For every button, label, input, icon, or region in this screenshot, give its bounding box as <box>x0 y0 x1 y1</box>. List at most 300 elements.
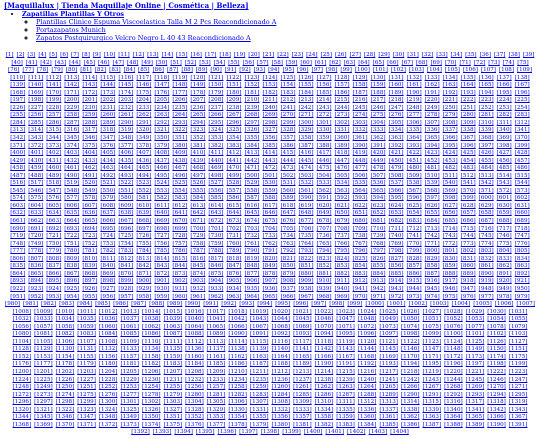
page-link-510[interactable]: [510] <box>424 172 440 179</box>
page-link-328[interactable]: [328] <box>280 127 296 134</box>
page-link-912[interactable]: [912] <box>352 278 368 285</box>
page-link-737[interactable]: [737] <box>334 233 350 240</box>
page-link-304[interactable]: [304] <box>370 119 386 126</box>
page-link-1018[interactable]: [1018] <box>228 308 247 315</box>
page-link-150[interactable]: [150] <box>208 82 224 89</box>
page-link-1337[interactable]: [1337] <box>379 406 398 413</box>
page-link-748[interactable]: [748] <box>10 240 26 247</box>
page-link-181[interactable]: [181] <box>244 89 260 96</box>
page-link-652[interactable]: [652] <box>370 210 386 217</box>
page-link-1243[interactable]: [1243] <box>422 376 442 383</box>
page-link-820[interactable]: [820] <box>262 255 278 262</box>
page-link-97[interactable]: [97] <box>311 67 323 74</box>
page-link-218[interactable]: [218] <box>388 97 404 104</box>
page-link-706[interactable]: [706] <box>298 225 314 232</box>
page-link-834[interactable]: [834] <box>514 255 530 262</box>
page-link-924[interactable]: [924] <box>46 285 62 292</box>
page-link-1014[interactable]: [1014] <box>142 308 161 315</box>
page-link-457[interactable]: [457] <box>514 157 530 164</box>
page-link-1378[interactable]: [1378] <box>228 421 247 428</box>
page-link-1355[interactable]: [1355] <box>249 414 269 421</box>
page-link-60[interactable]: [60] <box>300 59 312 66</box>
page-link-886[interactable]: [886] <box>406 270 422 277</box>
page-link-204[interactable]: [204] <box>136 97 152 104</box>
page-link-193[interactable]: [193] <box>460 89 476 96</box>
page-link-448[interactable]: [448] <box>352 157 368 164</box>
page-link-604[interactable]: [604] <box>28 202 44 209</box>
page-link-856[interactable]: [856] <box>388 263 404 270</box>
page-link-437[interactable]: [437] <box>154 157 170 164</box>
page-link-679[interactable]: [679] <box>334 218 350 225</box>
page-link-446[interactable]: [446] <box>316 157 332 164</box>
page-link-525[interactable]: [525] <box>172 180 188 187</box>
page-link-1350[interactable]: [1350] <box>142 414 161 421</box>
page-link-1253[interactable]: [1253] <box>120 384 140 391</box>
page-link-999[interactable]: [999] <box>347 301 363 308</box>
page-link-545[interactable]: [545] <box>10 187 26 194</box>
page-link-250[interactable]: [250] <box>442 104 458 111</box>
page-link-792[interactable]: [792] <box>280 248 296 255</box>
page-link-10[interactable]: [10] <box>103 52 116 58</box>
page-link-20[interactable]: [20] <box>248 52 260 58</box>
page-link-543[interactable]: [543] <box>496 180 512 187</box>
page-link-468[interactable]: [468] <box>190 165 206 172</box>
page-link-1276[interactable]: [1276] <box>98 391 118 398</box>
page-link-1327[interactable]: [1327] <box>163 406 183 413</box>
page-link-288[interactable]: [288] <box>82 119 98 126</box>
page-link-1248[interactable]: [1248] <box>12 384 32 391</box>
page-link-578[interactable]: [578] <box>82 195 98 202</box>
page-link-75[interactable]: [75] <box>517 59 529 66</box>
page-link-1209[interactable]: [1209] <box>206 368 226 375</box>
page-link-945[interactable]: [945] <box>424 285 440 292</box>
page-link-115[interactable]: [115] <box>100 74 116 81</box>
page-link-284[interactable]: [284] <box>10 119 26 126</box>
page-link-1078[interactable]: [1078] <box>487 323 506 330</box>
page-link-581[interactable]: [581] <box>136 195 152 202</box>
page-link-1201[interactable]: [1201] <box>34 368 53 375</box>
page-link-78[interactable]: [78] <box>36 67 49 74</box>
page-link-508[interactable]: [508] <box>388 172 404 179</box>
page-link-1321[interactable]: [1321] <box>34 406 53 413</box>
page-link-1286[interactable]: [1286] <box>314 391 334 398</box>
page-link-1054[interactable]: [1054] <box>487 316 506 323</box>
page-link-234[interactable]: [234] <box>154 104 170 111</box>
page-link-497[interactable]: [497] <box>190 172 206 179</box>
page-link-828[interactable]: [828] <box>406 255 422 262</box>
page-link-134[interactable]: [134] <box>442 74 458 81</box>
page-link-289[interactable]: [289] <box>100 119 116 126</box>
page-link-975[interactable]: [975] <box>442 293 458 300</box>
page-link-872[interactable]: [872] <box>154 270 170 277</box>
page-link-805[interactable]: [805] <box>514 248 530 255</box>
page-link-982[interactable]: [982] <box>41 301 57 308</box>
page-link-811[interactable]: [811] <box>100 255 116 262</box>
page-link-1008[interactable]: [1008] <box>12 308 32 315</box>
page-link-369[interactable]: [369] <box>496 135 512 142</box>
page-link-1156[interactable]: [1156] <box>98 353 118 360</box>
page-link-744[interactable]: [744] <box>460 233 476 240</box>
page-link-127[interactable]: [127] <box>316 74 332 81</box>
page-link-1308[interactable]: [1308] <box>271 399 291 406</box>
page-link-910[interactable]: [910] <box>316 278 332 285</box>
page-link-666[interactable]: [666] <box>100 218 116 225</box>
page-link-321[interactable]: [321] <box>154 127 170 134</box>
page-link-636[interactable]: [636] <box>82 210 98 217</box>
page-link-865[interactable]: [865] <box>28 270 44 277</box>
page-link-798[interactable]: [798] <box>388 248 404 255</box>
page-link-101[interactable]: [101] <box>372 67 388 74</box>
page-link-1269[interactable]: [1269] <box>465 384 485 391</box>
page-link-32[interactable]: [32] <box>421 52 434 58</box>
page-link-1127[interactable]: [1127] <box>508 338 528 345</box>
page-link-659[interactable]: [659] <box>496 210 512 217</box>
page-link-1035[interactable]: [1035] <box>77 316 96 323</box>
page-link-521[interactable]: [521] <box>100 180 116 187</box>
page-link-444[interactable]: [444] <box>280 157 296 164</box>
page-link-413[interactable]: [413] <box>244 150 260 157</box>
page-link-893[interactable]: [893] <box>10 278 26 285</box>
page-link-782[interactable]: [782] <box>100 248 116 255</box>
page-link-1261[interactable]: [1261] <box>293 384 312 391</box>
page-link-1137[interactable]: [1137] <box>206 346 226 353</box>
page-link-925[interactable]: [925] <box>64 285 80 292</box>
page-link-343[interactable]: [343] <box>28 135 44 142</box>
page-link-726[interactable]: [726] <box>136 233 152 240</box>
page-link-1029[interactable]: [1029] <box>465 308 485 315</box>
page-link-1058[interactable]: [1058] <box>55 323 75 330</box>
page-link-1114[interactable]: [1114] <box>228 338 247 345</box>
page-link-1083[interactable]: [1083] <box>77 331 96 338</box>
page-link-819[interactable]: [819] <box>244 255 260 262</box>
page-link-340[interactable]: [340] <box>496 127 512 134</box>
page-link-109[interactable]: [109] <box>516 67 533 74</box>
page-link-1063[interactable]: [1063] <box>163 323 183 330</box>
page-link-573[interactable]: [573] <box>514 187 530 194</box>
page-link-836[interactable]: [836] <box>28 263 44 270</box>
page-link-840[interactable]: [840] <box>100 263 116 270</box>
page-link-206[interactable]: [206] <box>172 97 188 104</box>
page-link-1280[interactable]: [1280] <box>185 391 204 398</box>
page-link-248[interactable]: [248] <box>406 104 422 111</box>
page-link-605[interactable]: [605] <box>46 202 62 209</box>
page-link-523[interactable]: [523] <box>136 180 152 187</box>
page-link-1020[interactable]: [1020] <box>271 308 291 315</box>
page-link-826[interactable]: [826] <box>370 255 386 262</box>
page-link-642[interactable]: [642] <box>190 210 206 217</box>
page-link-557[interactable]: [557] <box>226 187 242 194</box>
page-link-1111[interactable]: [1111] <box>163 338 183 345</box>
page-link-260[interactable]: [260] <box>100 112 116 119</box>
page-link-844[interactable]: [844] <box>172 263 188 270</box>
page-link-85[interactable]: [85] <box>138 67 150 74</box>
page-link-261[interactable]: [261] <box>118 112 134 119</box>
page-link-1205[interactable]: [1205] <box>120 368 140 375</box>
page-link-763[interactable]: [763] <box>280 240 296 247</box>
page-link-237[interactable]: [237] <box>208 104 224 111</box>
page-link-224[interactable]: [224] <box>496 97 512 104</box>
page-link-491[interactable]: [491] <box>82 172 98 179</box>
page-link-601[interactable]: [601] <box>496 195 512 202</box>
page-link-390[interactable]: [390] <box>352 142 368 149</box>
page-link-855[interactable]: [855] <box>370 263 386 270</box>
page-link-1123[interactable]: [1123] <box>422 338 442 345</box>
page-link-1043[interactable]: [1043] <box>249 316 269 323</box>
page-link-1249[interactable]: [1249] <box>34 384 53 391</box>
page-link-814[interactable]: [814] <box>154 255 170 262</box>
page-link-401[interactable]: [401] <box>28 150 44 157</box>
page-link-1080[interactable]: [1080] <box>12 331 32 338</box>
page-link-1116[interactable]: [1116] <box>271 338 291 345</box>
page-link-1070[interactable]: [1070] <box>314 323 334 330</box>
page-link-45[interactable]: [45] <box>83 59 96 66</box>
page-link-851[interactable]: [851] <box>298 263 314 270</box>
page-link-210[interactable]: [210] <box>244 97 260 104</box>
page-link-1304[interactable]: [1304] <box>185 399 204 406</box>
page-link-253[interactable]: [253] <box>496 104 512 111</box>
page-link-779[interactable]: [779] <box>46 248 62 255</box>
page-link-611[interactable]: [611] <box>154 202 170 209</box>
page-link-120[interactable]: [120] <box>190 74 206 81</box>
page-link-507[interactable]: [507] <box>370 172 386 179</box>
page-link-352[interactable]: [352] <box>190 135 206 142</box>
page-link-1031[interactable]: [1031] <box>508 308 528 315</box>
page-link-542[interactable]: [542] <box>478 180 494 187</box>
page-link-1400[interactable]: [1400] <box>303 429 323 436</box>
page-link-593[interactable]: [593] <box>352 195 368 202</box>
page-link-920[interactable]: [920] <box>496 278 512 285</box>
page-link-794[interactable]: [794] <box>316 248 332 255</box>
page-link-504[interactable]: [504] <box>316 172 332 179</box>
page-link-452[interactable]: [452] <box>424 157 440 164</box>
page-link-751[interactable]: [751] <box>64 240 80 247</box>
page-link-808[interactable]: [808] <box>46 255 62 262</box>
page-link-280[interactable]: [280] <box>460 112 476 119</box>
page-link-1105[interactable]: [1105] <box>34 338 53 345</box>
page-link-296[interactable]: [296] <box>226 119 242 126</box>
page-link-1039[interactable]: [1039] <box>163 316 183 323</box>
page-link-107[interactable]: [107] <box>480 67 496 74</box>
page-link-614[interactable]: [614] <box>208 202 224 209</box>
page-link-1196[interactable]: [1196] <box>444 361 463 368</box>
page-link-257[interactable]: [257] <box>46 112 62 119</box>
page-link-470[interactable]: [470] <box>226 165 242 172</box>
page-link-1144[interactable]: [1144] <box>357 346 377 353</box>
page-link-478[interactable]: [478] <box>370 165 386 172</box>
page-link-1185[interactable]: [1185] <box>206 361 226 368</box>
page-link-458[interactable]: [458] <box>10 165 26 172</box>
page-link-807[interactable]: [807] <box>28 255 44 262</box>
page-link-1356[interactable]: [1356] <box>271 414 291 421</box>
page-link-512[interactable]: [512] <box>460 172 476 179</box>
page-link-743[interactable]: [743] <box>442 233 458 240</box>
page-link-292[interactable]: [292] <box>154 119 170 126</box>
page-link-110[interactable]: [110] <box>10 74 26 81</box>
page-link-978[interactable]: [978] <box>496 293 512 300</box>
page-link-105[interactable]: [105] <box>444 67 460 74</box>
page-link-1302[interactable]: [1302] <box>142 399 161 406</box>
page-link-517[interactable]: [517] <box>28 180 44 187</box>
page-link-1095[interactable]: [1095] <box>336 331 355 338</box>
page-link-56[interactable]: [56] <box>242 59 255 66</box>
page-link-595[interactable]: [595] <box>388 195 404 202</box>
page-link-17[interactable]: [17] <box>204 52 217 58</box>
page-link-1034[interactable]: [1034] <box>55 316 75 323</box>
page-link-547[interactable]: [547] <box>46 187 62 194</box>
page-link-1113[interactable]: [1113] <box>206 338 226 345</box>
page-link-428[interactable]: [428] <box>514 150 530 157</box>
page-link-703[interactable]: [703] <box>244 225 260 232</box>
page-link-49[interactable]: [49] <box>141 59 153 66</box>
page-link-1359[interactable]: [1359] <box>336 414 355 421</box>
page-link-587[interactable]: [587] <box>244 195 260 202</box>
page-link-349[interactable]: [349] <box>136 135 152 142</box>
page-link-915[interactable]: [915] <box>406 278 422 285</box>
page-link-1053[interactable]: [1053] <box>465 316 485 323</box>
page-link-871[interactable]: [871] <box>136 270 152 277</box>
page-link-965[interactable]: [965] <box>262 293 278 300</box>
page-link-72[interactable]: [72] <box>473 59 486 66</box>
page-link-1184[interactable]: [1184] <box>185 361 204 368</box>
page-link-1146[interactable]: [1146] <box>400 346 420 353</box>
page-link-817[interactable]: [817] <box>208 255 224 262</box>
page-link-540[interactable]: [540] <box>442 180 458 187</box>
page-link-668[interactable]: [668] <box>136 218 152 225</box>
page-link-949[interactable]: [949] <box>496 285 512 292</box>
page-link-378[interactable]: [378] <box>136 142 152 149</box>
page-link-717[interactable]: [717] <box>496 225 512 232</box>
page-link-207[interactable]: [207] <box>190 97 206 104</box>
page-link-223[interactable]: [223] <box>478 97 494 104</box>
page-link-1345[interactable]: [1345] <box>34 414 53 421</box>
page-link-358[interactable]: [358] <box>298 135 314 142</box>
page-link-1009[interactable]: [1009] <box>34 308 53 315</box>
page-link-963[interactable]: [963] <box>226 293 242 300</box>
page-link-816[interactable]: [816] <box>190 255 206 262</box>
page-link-863[interactable]: [863] <box>514 263 530 270</box>
page-link-303[interactable]: [303] <box>352 119 368 126</box>
page-link-57[interactable]: [57] <box>257 59 269 66</box>
page-link-1326[interactable]: [1326] <box>142 406 161 413</box>
page-link-756[interactable]: [756] <box>154 240 170 247</box>
page-link-881[interactable]: [881] <box>316 270 332 277</box>
page-link-111[interactable]: [111] <box>28 74 44 81</box>
page-link-509[interactable]: [509] <box>406 172 422 179</box>
page-link-1332[interactable]: [1332] <box>271 406 291 413</box>
page-link-1131[interactable]: [1131] <box>77 346 96 353</box>
page-link-453[interactable]: [453] <box>442 157 458 164</box>
page-link-962[interactable]: [962] <box>208 293 224 300</box>
page-link-1301[interactable]: [1301] <box>120 399 140 406</box>
page-link-494[interactable]: [494] <box>136 172 152 179</box>
page-link-1252[interactable]: [1252] <box>98 384 118 391</box>
page-link-1203[interactable]: [1203] <box>77 368 96 375</box>
page-link-1262[interactable]: [1262] <box>314 384 334 391</box>
page-link-624[interactable]: [624] <box>388 202 404 209</box>
page-link-1040[interactable]: [1040] <box>185 316 204 323</box>
page-link-1028[interactable]: [1028] <box>444 308 463 315</box>
page-link-3[interactable]: [3] <box>27 52 36 58</box>
page-link-158[interactable]: [158] <box>352 82 368 89</box>
page-link-192[interactable]: [192] <box>442 89 458 96</box>
page-link-1017[interactable]: [1017] <box>206 308 226 315</box>
page-link-219[interactable]: [219] <box>406 97 422 104</box>
page-link-197[interactable]: [197] <box>10 97 26 104</box>
page-link-989[interactable]: [989] <box>167 301 183 308</box>
page-link-761[interactable]: [761] <box>244 240 260 247</box>
page-link-992[interactable]: [992] <box>221 301 237 308</box>
page-link-594[interactable]: [594] <box>370 195 386 202</box>
page-link-1236[interactable]: [1236] <box>271 376 291 383</box>
page-link-268[interactable]: [268] <box>244 112 260 119</box>
page-link-684[interactable]: [684] <box>424 218 440 225</box>
page-link-916[interactable]: [916] <box>424 278 440 285</box>
page-link-866[interactable]: [866] <box>46 270 62 277</box>
page-link-880[interactable]: [880] <box>298 270 314 277</box>
page-link-781[interactable]: [781] <box>82 248 98 255</box>
page-link-687[interactable]: [687] <box>478 218 494 225</box>
page-link-201[interactable]: [201] <box>82 97 98 104</box>
page-link-940[interactable]: [940] <box>334 285 350 292</box>
page-link-530[interactable]: [530] <box>262 180 278 187</box>
page-link-1264[interactable]: [1264] <box>357 384 377 391</box>
page-link-325[interactable]: [325] <box>226 127 242 134</box>
page-link-351[interactable]: [351] <box>172 135 188 142</box>
page-link-994[interactable]: [994] <box>257 301 273 308</box>
page-link-1376[interactable]: [1376] <box>185 421 204 428</box>
page-link-634[interactable]: [634] <box>46 210 62 217</box>
page-link-1200[interactable]: [1200] <box>12 368 32 375</box>
page-link-1119[interactable]: [1119] <box>336 338 355 345</box>
page-link-1100[interactable]: [1100] <box>444 331 463 338</box>
page-link-1138[interactable]: [1138] <box>228 346 247 353</box>
page-link-35[interactable]: [35] <box>465 52 477 58</box>
page-link-1233[interactable]: [1233] <box>206 376 226 383</box>
page-link-283[interactable]: [283] <box>514 112 530 119</box>
page-link-1343[interactable]: [1343] <box>508 406 528 413</box>
page-link-1341[interactable]: [1341] <box>465 406 485 413</box>
page-link-293[interactable]: [293] <box>172 119 188 126</box>
page-link-1364[interactable]: [1364] <box>444 414 463 421</box>
page-link-164[interactable]: [164] <box>460 82 476 89</box>
page-link-129[interactable]: [129] <box>352 74 368 81</box>
page-link-831[interactable]: [831] <box>460 255 476 262</box>
page-link-809[interactable]: [809] <box>64 255 80 262</box>
page-link-1384[interactable]: [1384] <box>357 421 377 428</box>
page-link-974[interactable]: [974] <box>424 293 440 300</box>
page-link-894[interactable]: [894] <box>28 278 44 285</box>
page-link-961[interactable]: [961] <box>190 293 206 300</box>
page-link-1102[interactable]: [1102] <box>487 331 506 338</box>
page-link-1148[interactable]: [1148] <box>444 346 463 353</box>
page-link-465[interactable]: [465] <box>136 165 152 172</box>
page-link-228[interactable]: [228] <box>46 104 62 111</box>
page-link-1107[interactable]: [1107] <box>77 338 96 345</box>
page-link-73[interactable]: [73] <box>488 59 500 66</box>
page-link-590[interactable]: [590] <box>298 195 314 202</box>
page-link-584[interactable]: [584] <box>190 195 206 202</box>
page-link-451[interactable]: [451] <box>406 157 422 164</box>
page-link-100[interactable]: [100] <box>354 67 370 74</box>
page-link-1027[interactable]: [1027] <box>422 308 442 315</box>
page-link-716[interactable]: [716] <box>478 225 494 232</box>
page-link-1076[interactable]: [1076] <box>444 323 463 330</box>
page-link-269[interactable]: [269] <box>262 112 278 119</box>
page-link-815[interactable]: [815] <box>172 255 188 262</box>
page-link-365[interactable]: [365] <box>424 135 440 142</box>
page-link-987[interactable]: [987] <box>131 301 147 308</box>
page-link-1300[interactable]: [1300] <box>98 399 118 406</box>
